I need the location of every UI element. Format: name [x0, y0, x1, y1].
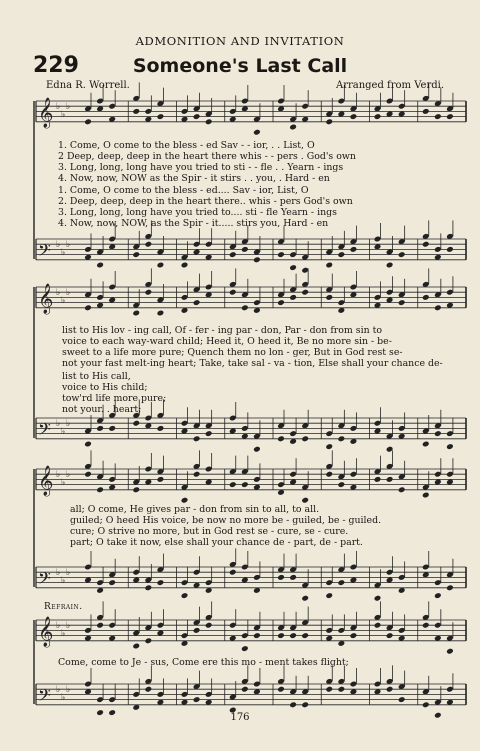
note-head — [157, 425, 165, 432]
system1-verse-4: 4. Now, now, NOW as the Spir - it stirs . . you, . Hard - en — [58, 173, 330, 184]
note-head — [253, 632, 261, 639]
flat-sign: ♭ — [56, 621, 61, 632]
note-head — [193, 299, 201, 306]
note-head — [422, 701, 430, 708]
note-head — [446, 584, 454, 591]
note-head — [193, 627, 201, 634]
flat-sign: ♭ — [66, 621, 71, 632]
note-head — [145, 241, 153, 248]
note-head — [84, 118, 92, 125]
note-head — [277, 251, 285, 258]
flat-sign: ♭ — [56, 470, 61, 481]
system1-alto-1: 1. Come, O come to the bless - ed.... Sav - ior, List, O — [58, 185, 309, 196]
note-head — [446, 648, 454, 655]
note-head — [338, 481, 346, 488]
flat-sign: ♭ — [66, 288, 71, 299]
system1-verse-3: 3. Long, long, long have you tried to sti - - fle . . Yearn - ings — [58, 162, 344, 173]
note-head — [84, 304, 92, 311]
system2-verse-1: list to His lov - ing call, Of - fer - ing par - don, Par - don from sin to — [62, 325, 383, 336]
note-head — [84, 471, 92, 478]
note-head — [338, 251, 346, 258]
note-head — [145, 637, 153, 644]
note-head — [374, 476, 382, 483]
note-head — [325, 118, 333, 125]
note-head — [289, 264, 297, 271]
note-head — [241, 304, 249, 311]
flat-sign: ♭ — [66, 102, 71, 113]
note-head — [289, 124, 297, 131]
note-head — [398, 299, 406, 306]
note-head — [181, 592, 189, 599]
hymn-number: 229 — [33, 53, 79, 78]
note-head — [193, 696, 201, 703]
note-head — [132, 420, 140, 427]
note-head — [253, 129, 261, 136]
note-head — [386, 686, 394, 693]
note-head — [132, 108, 140, 115]
note-head — [193, 113, 201, 120]
note-head — [325, 262, 333, 269]
note-head — [446, 113, 454, 120]
system1-alto-2: 2. Deep, deep, deep in the heart there.. whis - pers God's own — [58, 196, 353, 207]
note-head — [96, 622, 104, 629]
note-head — [289, 701, 297, 708]
note-head — [434, 430, 442, 437]
note-head — [181, 262, 189, 269]
flat-sign: ♭ — [61, 629, 66, 639]
note-head — [325, 686, 333, 693]
note-head — [350, 246, 358, 253]
note-head — [193, 471, 201, 478]
note-head — [205, 118, 213, 125]
flat-sign: ♭ — [66, 568, 71, 579]
note-head — [434, 592, 442, 599]
note-head — [289, 574, 297, 581]
note-head — [241, 246, 249, 253]
note-head — [301, 595, 309, 602]
note-head — [398, 251, 406, 258]
note-head — [301, 289, 309, 296]
system2-alto-1: list to His call, — [62, 371, 131, 382]
note-head — [338, 579, 346, 586]
page-number: 176 — [230, 712, 250, 723]
note-head — [289, 294, 297, 301]
note-head — [386, 632, 394, 639]
note-head — [277, 574, 285, 581]
flat-sign: ♭ — [56, 419, 61, 430]
note-head — [422, 108, 430, 115]
note-head — [132, 486, 140, 493]
note-head — [325, 592, 333, 599]
flat-sign: ♭ — [66, 240, 71, 251]
note-head — [96, 425, 104, 432]
note-head — [386, 476, 394, 483]
system1-alto-4: 4. Now, now, NOW, as the Spir - it..... stirs you, Hard - en — [58, 218, 329, 229]
note-head — [253, 446, 261, 453]
note-head — [338, 686, 346, 693]
note-head — [132, 251, 140, 258]
note-head — [398, 486, 406, 493]
bass-clef: 𝄢 — [38, 418, 51, 443]
system3-verse-1: all; O come, He gives par - don from sin to all, to all. — [70, 504, 320, 515]
note-head — [434, 304, 442, 311]
note-head — [301, 497, 309, 504]
bass-clef: 𝄢 — [38, 239, 51, 264]
flat-sign: ♭ — [56, 685, 61, 696]
note-head — [181, 497, 189, 504]
note-head — [241, 686, 249, 693]
note-head — [277, 299, 285, 306]
note-head — [241, 481, 249, 488]
note-head — [446, 246, 454, 253]
note-head — [398, 696, 406, 703]
treble-clef: 𝄞 — [38, 97, 54, 128]
note-head — [96, 486, 104, 493]
note-head — [193, 435, 201, 442]
treble-clef: 𝄞 — [38, 465, 54, 496]
note-head — [350, 113, 358, 120]
system1-verse-2: 2 Deep, deep, deep in the heart there whis - - pers . God's own — [58, 151, 356, 162]
note-head — [157, 113, 165, 120]
note-head — [434, 113, 442, 120]
note-head — [301, 632, 309, 639]
note-head — [157, 476, 165, 483]
note-head — [277, 435, 285, 442]
bass-clef: 𝄢 — [38, 684, 51, 709]
note-head — [229, 251, 237, 258]
author-credit: Edna R. Worrell. — [46, 80, 130, 91]
note-head — [277, 632, 285, 639]
refrain-lyrics: Come, come to Je - sus, Come ere this mo - ment takes flight; — [58, 657, 349, 668]
bass-clef: 𝄢 — [38, 567, 51, 592]
flat-sign: ♭ — [61, 296, 66, 306]
system3-verse-3: cure; O strive no more, but in God rest se - cure, se - cure. — [70, 526, 349, 537]
note-head — [229, 289, 237, 296]
flat-sign: ♭ — [56, 240, 61, 251]
flat-sign: ♭ — [66, 470, 71, 481]
note-head — [84, 441, 92, 448]
note-head — [108, 425, 116, 432]
note-head — [325, 471, 333, 478]
note-head — [422, 441, 430, 448]
flat-sign: ♭ — [56, 102, 61, 113]
note-head — [108, 579, 116, 586]
note-head — [229, 481, 237, 488]
note-head — [241, 645, 249, 652]
flat-sign: ♭ — [61, 478, 66, 488]
flat-sign: ♭ — [66, 685, 71, 696]
note-head — [145, 584, 153, 591]
note-head — [422, 622, 430, 629]
note-head — [157, 262, 165, 269]
note-head — [205, 430, 213, 437]
flat-sign: ♭ — [61, 110, 66, 120]
note-head — [145, 686, 153, 693]
system2-alto-2: voice to His child; — [62, 382, 148, 393]
note-head — [325, 294, 333, 301]
note-head — [374, 622, 382, 629]
treble-clef: 𝄞 — [38, 283, 54, 314]
note-head — [422, 241, 430, 248]
note-head — [253, 256, 261, 263]
note-head — [374, 113, 382, 120]
note-head — [446, 443, 454, 450]
note-head — [157, 579, 165, 586]
system3-verse-2: guiled; O heed His voice, be now no more be - guiled, be - guiled. — [70, 515, 382, 526]
flat-sign: ♭ — [56, 568, 61, 579]
note-head — [301, 435, 309, 442]
note-head — [132, 310, 140, 317]
note-head — [132, 643, 140, 650]
note-head — [96, 262, 104, 269]
refrain-label: Refrain. — [44, 602, 83, 612]
note-head — [145, 289, 153, 296]
system3-verse-4: part; O take it now, else shall your chance de - part, de - part. — [70, 537, 363, 548]
system2-verse-3: sweet to a life more pure; Quench them no lon - ger, But in God rest se- — [62, 347, 403, 358]
flat-sign: ♭ — [61, 427, 66, 437]
system1-alto-3: 3. Long, long, long have you tried to.... sti - fle Yearn - ings — [58, 207, 337, 218]
note-head — [422, 492, 430, 499]
section-heading: ADMONITION AND INVITATION — [135, 34, 345, 48]
flat-sign: ♭ — [61, 576, 66, 586]
note-head — [277, 686, 285, 693]
note-head — [350, 632, 358, 639]
flat-sign: ♭ — [66, 419, 71, 430]
note-head — [301, 701, 309, 708]
note-head — [289, 632, 297, 639]
note-head — [325, 443, 333, 450]
flat-sign: ♭ — [61, 693, 66, 703]
system2-verse-2: voice to each way-ward child; Heed it, O heed it, Be no more sin - be- — [62, 336, 392, 347]
system2-alto-4: not your. . heart; — [62, 404, 142, 415]
system2-alto-3: tow'rd life more pure; — [62, 393, 167, 404]
system2-verse-4: not your fast melt-ing heart; Take, take sal - va - tion, Else shall your chance de- — [62, 358, 443, 369]
note-head — [374, 595, 382, 602]
note-head — [205, 622, 213, 629]
system1-verse-1: 1. Come, O come to the bless - ed Sav - - ior, . . List, O — [58, 140, 315, 151]
note-head — [422, 294, 430, 301]
note-head — [338, 435, 346, 442]
flat-sign: ♭ — [56, 288, 61, 299]
note-head — [229, 569, 237, 576]
hymn-title: Someone's Last Call — [132, 55, 348, 77]
note-head — [157, 310, 165, 317]
note-head — [386, 262, 394, 269]
treble-clef: 𝄞 — [38, 616, 54, 647]
flat-sign: ♭ — [61, 248, 66, 258]
arranger-credit: Arranged from Verdi. — [335, 80, 444, 91]
